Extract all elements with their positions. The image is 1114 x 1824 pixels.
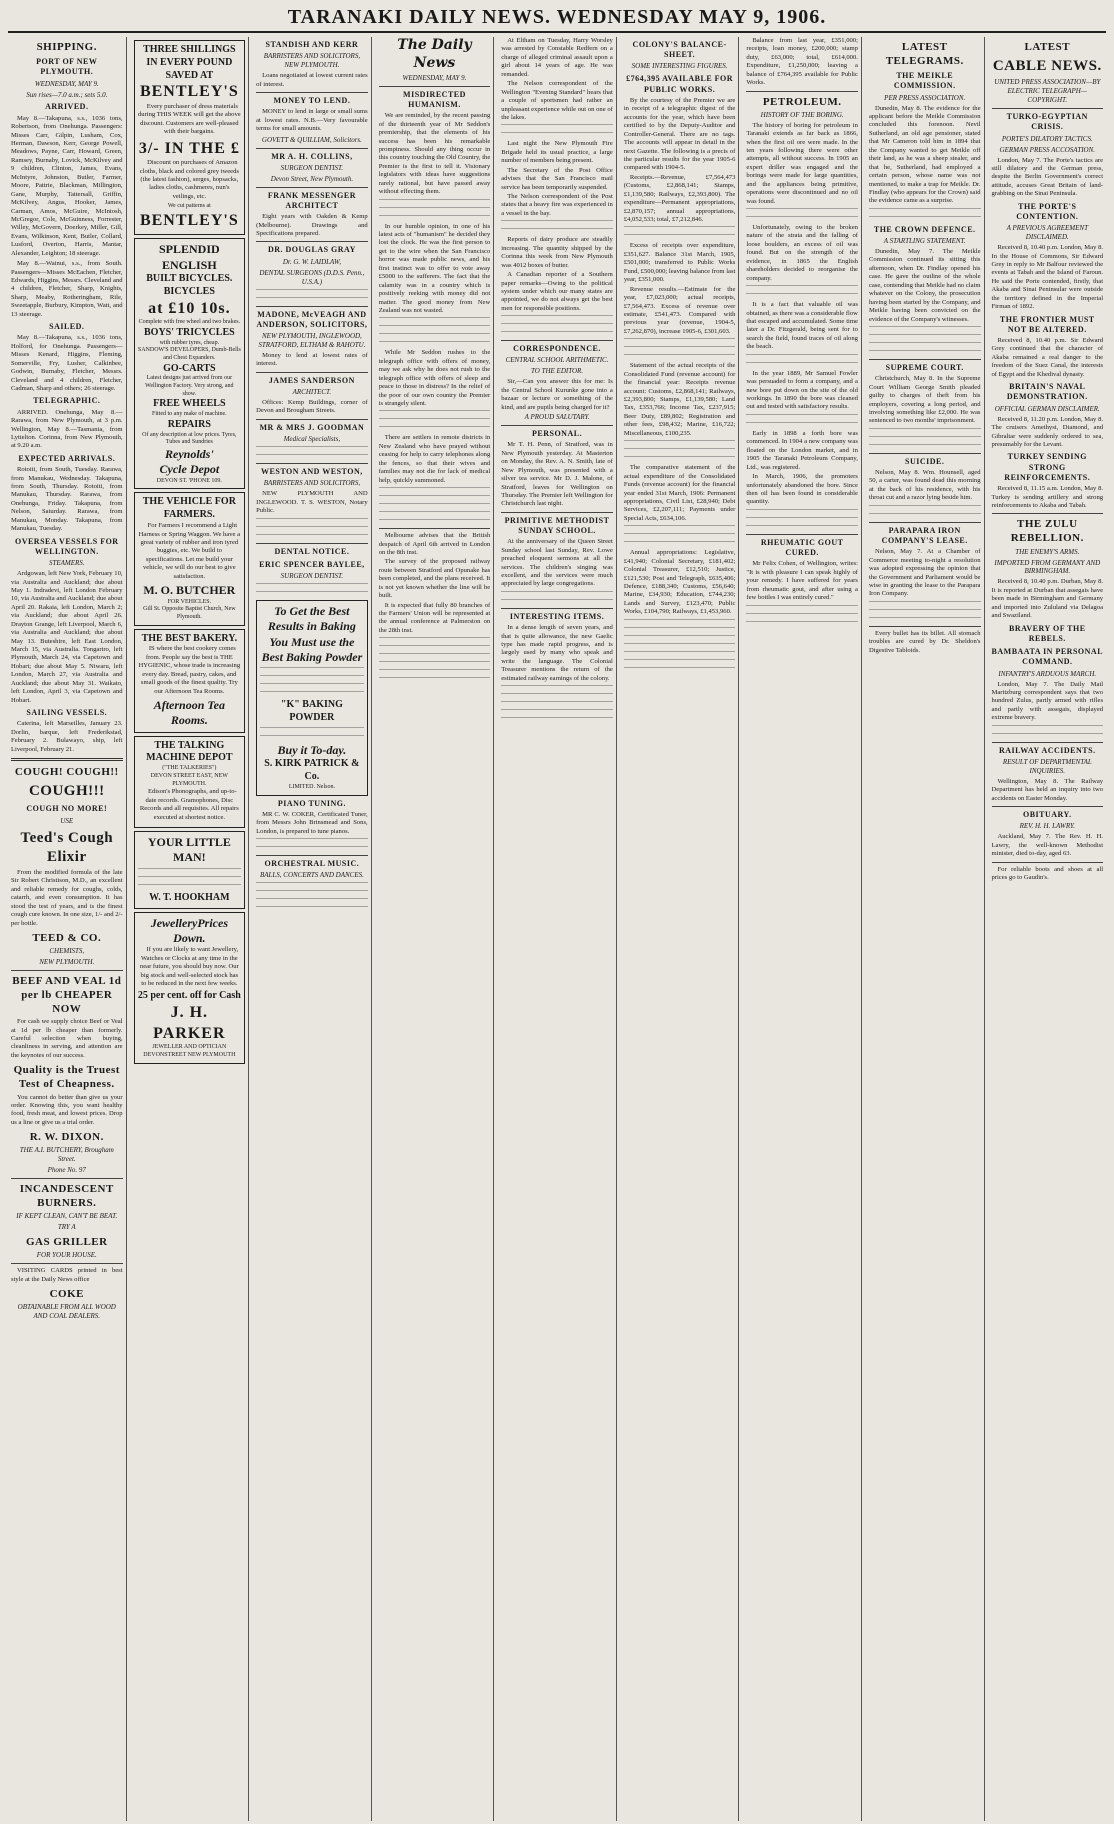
bentley-ad [134,40,246,235]
bentley-title: BENTLEY'S [139,83,239,101]
column-telegrams [866,37,985,1821]
balance-heading: COLONY'S BALANCE-SHEET. [632,40,727,60]
baking-ad [256,600,368,796]
collins-sub: SURGEON DENTIST. [280,163,344,172]
gray-sub: DENTAL SURGEONS (D.D.S. Penn., U.S.A.) [259,268,365,286]
sailed-text: May 8.—Takapuna, s.s., 1036 tons, Holford, for Onehunga. Passengers—Misses Kenard, Higgins, Fleming, Somerville, Fry, Lusher, Calkinbee, Godwin, Burnaby, Fletcher, Messrs. Cleveland and 4 children, Fletcher, Cadman, Sharp and others; 26 steerage. [11,334,123,393]
butcher-sub: FOR VEHICLES. [167,598,212,605]
quality-heading: Quality is the Truest Test of Cheapness. [13,1064,120,1091]
rheumatic-heading: RHEUMATIC GOUT CURED. [760,537,844,558]
tricycles-label: BOYS' TRICYCLES [144,326,235,338]
to-get-best: To Get the Best Results in Baking You Must use the Best Baking Powder [261,603,363,665]
column-balance-sheet [621,37,740,1821]
balance-sub2: £764,395 AVAILABLE FOR PUBLIC WORKS. [626,74,734,94]
news-p5: Melbourne advises that the British despatch of April 6th arrived in London on the 8th inst. [378,532,491,556]
railway-body: Wellington, May 8. The Railway Department has held an inquiry into two accidents on Easter Monday. [991,777,1104,802]
editorial-p2: In our humble opinion, in one of his latest acts of "humanism" he decided they lost the clock. He was the first person to get to the wire when the San Francisco horror was made public news, and his first instinct was to offer to vote away £5000 to the sufferers. The fact that the calamity was in a country which is positively reeking with money did not matter. The good money from New Zealand was not wasted. [378,222,491,314]
tricycles-body: with rubber tyres, cheap. [159,339,220,346]
balance-sub: SOME INTERESTING FIGURES. [631,62,728,71]
balance-cont: Balance from last year, £351,000; receipts, loan money, £200,000; stamp duty, £63,000; total, £614,000. Expenditure, £1,250,000; leaving a balance of £764,395 available for Public Works. [746,37,858,87]
madone-addr: NEW PLYMOUTH, INGLEWOOD, STRATFORD, ELTHAM & RAHOTU. [258,332,366,349]
primitive-body: At the anniversary of the Queen Street Sunday school last Sunday, Rev. Lowe preached eloquent sermons at all the services. The children's singing was excellent, and the services were much appreciated by large congregations. [501,538,613,588]
your-little-man: YOUR LITTLE MAN! [147,835,231,865]
steamers-subheading: STEAMERS. [48,559,85,568]
built-bicycles: BUILT BICYCLES. [146,273,233,285]
local-p1: At Eltham on Tuesday, Harry Worsley was arrested by Constable Redfern on a charge of alleged criminal assault upon a girl about 14 years of age. He was remanded. [501,37,613,78]
k-baking-powder: "K" BAKING POWDER [280,699,343,724]
correspondence-heading: CORRESPONDENCE. [513,344,601,354]
percent-off: 25 per cent. off for Cash [137,990,241,1002]
petroleum-p3: Unfortunately, owing to the broken nature of the strata and the falling of loose boulders, an excess of oil was found. But on the strength of the evidence, in 1865 the English shareholders decided to reorganise the company. [746,224,858,282]
parapara-body: Nelson, May 7. At a Chamber of Commerce meeting to-night a resolution was adopted expressing the opinion that the Government and Parliament would be wise in granting the lease to the Parapara Iron Company. [868,548,981,598]
talking-body: Edison's Phonographs, and up-to-date records. Gramophones, Disc Records and all requisites. All repairs executed at shortest notice. [139,788,239,821]
telegraphic-heading: TELEGRAPHIC. [33,396,101,406]
butcher-name: M. O. BUTCHER [143,583,236,598]
vehicle-ad [134,492,246,625]
standish-sub: BARRISTERS AND SOLICITORS, NEW PLYMOUTH. [263,52,361,70]
bicycle-price: at £10 10s. [148,299,231,317]
parker-sub: JEWELLER AND OPTICIAN [152,1044,227,1051]
parapara-heading: PARAPARA IRON COMPANY'S LEASE. [881,525,968,546]
money-2: Money to lend at lowest rates of interest. [256,351,368,368]
dental-notice: DENTAL NOTICE. [274,546,350,556]
teed-town: NEW PLYMOUTH. [39,957,95,966]
cable-sub: UNITED PRESS ASSOCIATION—BY ELECTRIC TELEGRAPH—COPYRIGHT. [994,78,1101,105]
coker-text: MR C. W. COKER, Certificated Tuner, from Messrs John Brinsmead and Sons, London, is prepared to tune pianos. [256,810,368,835]
discount-body: Discount on purchases of Amazon cloths, black and colored grey tweeds (the latest fashion), serges, hopsacks, ladies cloths, cashmeres, nun's veilings, etc. [139,159,239,200]
prev-body: Received 8, 10.40 p.m. London, May 8. In the House of Commons, Sir Edward Grey in reply to Mr Balfour reviewed the events at Tabah and the Island of Faroun. He said the Porte contended, firstly, that Akaba and Sinai Peninsular were outside the territory defined in the Imperial Firman of 1892. [991,244,1104,311]
money-heading: MONEY TO LEND. [273,96,351,106]
collins-name: MR A. H. COLLINS, [271,151,353,161]
meikle-heading: THE MEIKLE COMMISSION. [893,71,956,91]
obituary-sub: REV. H. H. LAWRY. [1019,822,1075,831]
sanderson-addr: Offices: Kemp Buildings, corner of Devon and Brougham Streets. [256,398,368,415]
hookham-name: W. T. HOOKHAM [149,891,230,903]
hookham-ad [134,831,246,909]
primitive-heading: PRIMITIVE METHODIST SUNDAY SCHOOL. [504,515,610,536]
farmers-heading: THE VEHICLE FOR FARMERS. [142,496,236,521]
try-a: TRY A [57,1223,76,1232]
talking-addr: DEVON STREET EAST, NEW PLYMOUTH. [150,772,228,787]
frontier-heading: THE FRONTIER MUST NOT BE ALTERED. [999,314,1095,334]
correspondence-sub: CENTRAL SCHOOL ARITHMETIC. [505,356,609,365]
balance-p3: Excess of receipts over expenditure, £351,627. Balance 31st March, 1905, £501,000; transferred to Public Works Fund, £500,000; leaving balance from last year, £351,000. [623,242,736,284]
misdirected-heading: MISDIRECTED HUMANISM. [403,89,466,109]
column-petroleum [743,37,862,1821]
discount-heading: 3/- IN THE £ [138,139,240,157]
sanderson-name: JAMES SANDERSON [268,375,355,385]
turko-heading: TURKO-EGYPTIAN CRISIS. [1006,112,1088,132]
personal-body: Mr T. H. Penn, of Stratford, was in New Plymouth yesterday. At Masterton on Monday, the Rev. A. N. Smith, late of New Plymouth, was presented with a silver tea service. Mr D. J. Malone, of Stratford, leaves for Wellington on Thursday. The Premier left Wellington for Christchurch last night. [501,441,613,508]
money-body: MONEY to lend in large or small sums at lowest rates. N.B.—Very favourable terms for small amounts. [256,108,368,133]
kirk-name: S. KIRK PATRICK & Co. [264,758,360,783]
cough-heading-2: COUGH!!! [28,783,105,800]
suicide-body: Nelson, May 8. Wm. Hounsell, aged 50, a carter, was found dead this morning at the back of his residence, with his throat cut and a razor lying beside him. [868,469,981,502]
crown-body: Dunedin, May 7. The Meikle Commission continued its sitting this afternoon, when Dr. Findlay opened his case. He gave the outline of the whole case, contending that Meikle had no claim whatever on the Colony, the prosecution having been started by the Company, and Meikle having been convicted on the evidence of the Company's witnesses. [868,248,981,323]
tearooms: Afternoon Tea Rooms. [153,697,225,728]
incandescent-heading: INCANDESCENT BURNERS. [19,1183,114,1210]
correspondence-body: Sir,—Can you answer this for me: Is the Central School Kurunke gone into a bazaar or lecture or something of the kind, and are pupils being charged for it? [501,378,613,411]
petroleum-heading: PETROLEUM. [762,95,842,108]
bravery-heading: BRAVERY OF THE REBELS. [1009,623,1086,643]
freewheels-body: Fitted to any make of machine. [152,411,227,418]
talking-sub: ("THE TALKERIES") [162,765,217,772]
obituary-heading: OBITUARY. [1022,810,1072,820]
column-cable-news [989,37,1107,1821]
sailing-vessels-heading: SAILING VESSELS. [26,708,108,718]
local-p2: The Nelson correspondent of the Wellington "Evening Standard" hears that a couple of sportsmen had rather an unpleasant experience while out on one of the lakes. [501,80,613,121]
madone-name: MADONE, McVEAGH AND ANDERSON, SOLICITORS, [256,309,368,329]
goodman-sub: Medical Specialists, [283,435,341,444]
column-ads-bentley [131,37,250,1821]
parker-name: J. H. PARKER [153,1004,226,1042]
bakery-heading: THE BEST BAKERY. [141,632,238,644]
column-shipping [8,37,127,1821]
buy-it-today: Buy it To-day. [277,742,347,757]
kirk-sub: LIMITED. Nelson. [288,783,335,790]
piano-heading: PIANO TUNING. [277,798,346,808]
personal-heading: PERSONAL. [532,429,583,439]
previous-agreement: A PREVIOUS AGREEMENT DISCLAIMED. [1006,224,1088,242]
sandow-text: SANDOW'S DEVELOPERS, Dumb-Bells and Chest Expanders. [137,347,241,361]
cough-heading-3: COUGH NO MORE! [26,804,108,814]
interesting-heading: INTERESTING ITEMS. [509,611,605,621]
local-p7: A Canadian reporter of a Southern paper remarks—Owing to the political system under which our many states are appointed, we do not always get the best men for responsible positions. [501,271,613,312]
arrived-heading: ARRIVED. [45,102,89,112]
porte-heading: PORTE'S DILATORY TACTICS. [1001,134,1093,143]
crown-heading: THE CROWN DEFENCE. [873,224,976,234]
gocarts-body: Latest designs just arrived from our Wellington Factory. Very strong, and show. [145,375,234,397]
quality-body: You cannot do better than give us your order. Knowing this, you want healthy food, fresh meat, and lowest prices. Drop us a line or give us a trial order. [11,1093,123,1126]
must-body: Received 8, 10.40 p.m. Sir Edward Grey continued that the character of Akaba remained a real danger to the freedom of the Suez Canal, the interests of Egypt and the Khedival dynasty. [991,337,1104,378]
denial-heading: OFFICIAL GERMAN DISCLAIMER. [994,404,1100,413]
teed-co: TEED & CO. [32,931,102,944]
zulu-body: Received 8, 10.40 p.m. Durban, May 8. It is reported at Durban that assegais have been made in Birmingham and Germany and imported into Zululand via Delagoa and Swaziland. [991,578,1104,620]
petroleum-sub: HISTORY OF THE BORING. [760,110,844,119]
column-editorial [376,37,495,1821]
balance-p2: Receipts.—Revenue, £7,564,473 (Customs, £2,868,141; Stamps, £1,139,580; Railways, £2,393,800). The expenditure—Permanent appropriations, £2,870,157; annual appropriations, £4,052,533; total, £7,212,846. [623,173,736,224]
talking-machine-ad [134,736,246,828]
bakery-body: IS where the best cookery comes from. People say the best is THE HYGIENIC, whose trade is increasing every day. Bread, pastry, cakes, and small goods of the finest quality. Try our Afternoon Tea Rooms. [138,645,241,695]
arrived-text: May 8.—Takapuna, s.s., 1036 tons, Robertson, from Onehunga. Passengers: Misses Carr, Gilpin, Lusham, Cox, Herman, Dawson, Kerr, George Powell, Meadows, Payne, Carr, Howard, Green, Ramsey, Burnaby, Lovick, McKilvey and 9 children, Clinton, James, Evans, McIntyre, Johnston, Butler, Farmer, Moore, Pattrie, Blackman, Millington, Gane, Murphy, Tattersall, Griffin, McKilvey, Angus, Hooker, James, Carman, Amos, McGuire, McIntosh, McGregor, Cole, McGuinness, Forrester, Willey, McGovern, Doerkey, Miller, Gill, Evans, Wilkinson, Kent, Butler, Collard, Lusford, Overton, Harris, Mantar, Alexander, Leighton; 18 steerage. [11,114,123,257]
interesting-body: In a dense length of seven years, and that is quite allowance, the new Gaelic type has made rapid progress, and is largely used by many who speak and write the language. The Colonial Treasurer mentions the return of the estimated railway earnings of the colony. [501,624,613,682]
teed-description: From the modified formula of the late Sir Robert Christison, M.D., an excellent and reliable remedy for coughs, colds, catarrh, and even consumption. It has stood the test of years, and is the finest cough cure known. In one size, 1/- and 2/- per bottle. [11,868,123,927]
balance-p1: By the courtesy of the Premier we are in receipt of a telegraphic digest of the accounts for the year, which have been certified to by the Deputy-Auditor and Controller-General. There are no tags. The accounts will appear in detail in the next Gazette. The following is a precis of the particular results for the year 1905-6 compared with 1904-5. [623,96,736,172]
balance-p6: The comparative statement of the actual expenditure of the Consolidated Funds (revenue account) for the financial year ended 31st March, 1906: Permanent appropriations, Civil List, £28,940; Debt Services, £2,207,111; Payments under Special Acts, £634,106. [623,464,736,522]
suicide-heading: SUICIDE. [905,456,945,466]
gas-griller: GAS GRILLER [25,1236,108,1249]
zulu-sub: THE ENEMY'S ARMS. [1015,547,1080,556]
dixon-sub: THE A.I. BUTCHERY, Brougham Street. [19,1146,114,1164]
balance-p4: Revenue results.—Estimate for the year, £7,023,000; actual receipts, £7,564,473. Excess of revenue over estimate, £541,473. Compared with previous year (revenue, 1904-5, £7,262,870), increase 1905-6, £301,603. [623,285,736,335]
goodman-name: MR & MRS J. GOODMAN [259,422,365,432]
beef-heading: BEEF AND VEAL 1d per lb CHEAPER NOW [12,974,122,1016]
turkey-body: Received 8, 11.15 a.m. London, May 8. Turkey is sending artillery and strong reinforcements to Akaba and Tabah. [991,485,1104,509]
collins-addr: Devon Street, New Plymouth. [270,174,354,183]
bakery-ad [134,629,246,733]
masthead: TARANAKI DAILY NEWS. WEDNESDAY MAY 9, 1906. [8,6,1106,33]
daily-news-logo: The Daily News [397,37,472,71]
coke-heading: COKE [49,1288,84,1301]
beef-body: For cash we supply choice Beef or Veal at 1d per lb cheaper than formerly. Careful selection when buying, cleanliness in serving, and attention are the keynotes of our success. [11,1018,123,1059]
cough-use: USE [60,816,74,825]
cycle-depot: Cycle Depot [159,462,220,477]
dixon-name: R. W. DIXON. [29,1131,104,1144]
splendid-english: SPLENDID ENGLISH [159,242,220,272]
farmers-body: For Farmers I recommend a Light Harness or Spring Waggon. We have a great variety of rubber and iron tyred buggies, etc. We build to specifications. Let me build your vehicle, we will do our best to give satisfaction. [138,522,241,580]
butcher-addr: Gill St. Opposite Baptist Church, New Plymouth. [143,606,236,620]
railway-heading: RAILWAY ACCIDENTS. [998,745,1096,755]
petroleum-p6: Early in 1898 a forth bore was commenced. In 1904 a new company was floated on the London market, and in 1905 the Taranaki Petroleum Company, Ltd., was registered. [746,429,858,471]
local-p4: The Secretary of the Post Office advises that the San Francisco mail service has been temporarily suspended. [501,166,613,191]
cough-heading: COUGH! COUGH!! [14,766,119,779]
loans-text: Loans negotiated at lowest current rates of interest. [256,72,368,88]
port-heading: PORT OF NEW PLYMOUTH. [36,57,98,77]
jewellery-heading: JewelleryPrices Down. [150,915,228,945]
editorial-date: WEDNESDAY, MAY 9. [402,73,467,82]
weston-addr: NEW PLYMOUTH AND INGLEWOOD. T. S. WESTON, Notary Public. [256,490,368,515]
repairs-body: Of any description at low prices. Tyres, Tubes and Sundries [142,431,237,446]
naval-heading: BRITAIN'S NAVAL DEMONSTRATION. [1006,382,1088,402]
gocarts-label: GO-CARTS [163,362,216,374]
parker-addr: DEVONSTREET NEW PLYMOUTH [143,1051,236,1058]
bambaata-heading: BAMBAATA IN PERSONAL COMMAND. [991,647,1104,667]
turkey-heading: TURKEY SENDING STRONG REINFORCEMENTS. [1004,452,1091,482]
petroleum-p2: The history of boring for petroleum in Taranaki extends as far back as 1866, when the first oil ore were made. In the ten years following there were other attempts, all without success. In 1905 an expert driller was engaged and the borings were made for large quantities, and the appliances being primitive, operations were discontinued and no oil was found. [746,121,858,205]
latest-telegrams: LATEST TELEGRAMS. [885,41,964,68]
col9-footad: For reliable boots and shoes at all prices go to Gaudin's. [991,865,1104,882]
reynolds-name: Reynolds' [165,447,214,462]
petroleum-p4: It is a fact that valuable oil was obtained, as there was a considerable flow that escaped and accumulated. Some time later a Dr. Fitzgerald, being sent for to search the field, found traces of oil along the beach. [746,301,858,351]
baylee-sub: SURGEON DENTIST. [280,572,344,580]
bicycle-complete: Complete with free wheel and two brakes. [138,319,241,326]
repairs-label: REPAIRS [167,418,211,430]
infantry-heading: INFANTRY'S ARDUOUS MARCH. [998,669,1097,678]
sailed-heading: SAILED. [49,322,85,332]
editorial-p1: We are reminded, by the recent passing of the thirteenth year of Mr Seddon's premiership, that the elements of his success has been his remarkable promptness. Should any thing occur in this country touching the Old Country, the Premier is the first to tell it. Visionary legislators with ideas have suggestions rarely rational, but have passed away without effecting them. [378,112,491,196]
cable-news-heading: CABLE NEWS. [992,58,1102,75]
latest-heading: LATEST [1024,41,1071,53]
incandescent-body: IF KEPT CLEAN, CAN'T BE BEAT. [16,1212,118,1221]
teed-chemists: CHEMISTS, [49,947,85,956]
railway-sub: RESULT OF DEPARTMENTAL INQUIRIES. [1002,757,1092,775]
sun-times: Sun rises—7.0 a.m.; sets 5.0. [26,90,108,99]
news-p6: The survey of the proposed railway route between Stratford and Opunake has been completed, and the plans received. It is not yet known whether the line will be built. [378,558,491,600]
teed-elixir-title: Teed's Cough Elixir [20,829,114,865]
messenger-body: Eight years with Oakden & Kemp (Melbourne). Drawings and Specifications prepared. [256,213,368,237]
standish-heading: STANDISH AND KERR [265,40,359,49]
laidlaw-name: Dr. G. W. LAIDLAW, [282,257,341,266]
editorial-p4: There are settlers in remote districts in New Zealand who have prayed without ceasing for help to carry telephones along the fences, so that their wives and families may not die for lack of medical help, quickly summoned. [378,434,491,484]
govett-sig: GOVETT & QUILLIAM, Solicitors. [261,135,362,144]
arrived-text-2: May 8.—Wainui, s.s., from South. Passengers—Misses McEachen, Fletcher, Edwards, Higgins, Messrs. Cleveland and 4 children, Fletcher, Sharp, Knights, Sharp, Meaby, Rotheringham, Rile, Sweetapple, Burbury, Kimpton, Watt, and 13 steerage. [11,260,123,318]
balance-p7: Annual appropriations: Legislative, £41,940; Colonial Secretary, £181,402; Colonial Treasurer, £12,510; Justice, £121,530; Post and Telegraph, £635,406; Defence, £188,340; Customs, £56,640; Marine, £34,930; Education, £744,230; Lands and Survey, £123,470; Public Works, £104,790; Railways, £1,453,960. [623,549,736,616]
overseas-text: Ardgowan, left New York, February 10, via Australia and Auckland; due about May 1. Indradevi, left London February 10, via Australia and Auckland; due about April 20. Rakaia, left London, March 2; via Auckland; due about April 26. Drayton Grange, left Liverpool, March 6, via Australia and Auckland; due about May 13. Buteshire, left East London, March 15, via Australia. Tongariro, left Plymouth, March 24, via Capetown and Hobart; due about May 5. Niwaru, left London, March 27, via Australia and Auckland; due about May 31. Waikato, left London, April 3, via Capetown and Hobart. [11,570,123,704]
column-local-news [498,37,617,1821]
shipping-heading: SHIPPING. [36,41,97,53]
meikle-body: Dunedin, May 8. The evidence for the applicant before the Meikle Commission concluded this forenoon. Nevil Sutherland, an old age pensioner, stated that Mr Cameron told him in 1894 that the Company wanted to get Meikle off their land, as he was a sheep stealer, and that he, Sutherland, had employed a certain person, whose name was not mentioned, to make a trap for Meikle. Dr. Findlay (who appears for the Crown) said the evidence came as a surprise. [868,104,981,205]
petroleum-p5: In the year 1889, Mr Samuel Fowler was persuaded to form a company, and a new bore put down on the site of the old workings. In 1890 the bore was cleaned out and tested with satisfactory results. [746,369,858,411]
turko-body: London, May 7. The Porte's tactics are still dilatory and the German press, despite the Berlin Government's correct attitude, accuses Great Britain of land-grabbing on the Sinai Peninsula. [991,156,1104,198]
baylee-name: ERIC SPENCER BAYLEE, [259,559,365,569]
petroleum-p7: In March, 1906, the promoters unfortunately abandoned the bore. Since then oil has been found in considerable quantity. [746,473,858,506]
telegraphic-text: ARRIVED. Onehunga, May 8.—Rarawa, from New Plymouth, at 3 p.m. Wellington, May 8.—Tasmania, from Lyttelton. Corinna, from New Plymouth, at 9.20 a.m. [11,408,123,450]
orch-sub: BALLS, CONCERTS AND DANCES. [259,871,364,880]
bentley-body: Every purchaser of dress materials during THIS WEEK will get the above discount. Customers are well-pleased with their bargains. [138,102,241,136]
shipping-date: WEDNESDAY, MAY 9. [34,79,99,88]
obituary-body: Auckland, May 7. The Rev. H. H. Lawry, the well-known Methodist minister, died to-day, aged 63. [991,833,1104,858]
freewheels-label: FREE WHEELS [153,398,226,410]
devon-phone: DEVON ST. 'PHONE 109. [156,477,222,484]
crown-sub: A STARTLING STATEMENT. [883,237,966,246]
bentley-title-2: BENTLEY'S [139,211,239,229]
three-shillings: THREE SHILLINGS IN EVERY POUND SAVED AT [143,44,236,81]
local-p5: The Nelson correspondent of the Post states that a heavy fire was experienced in a vessel in the bay. [501,193,613,217]
zulu-sub2: IMPORTED FROM GERMANY AND BIRMINGHAM. [994,558,1101,576]
col8-footad: Every bullet has its billet. All stomach troubles are cured by Dr. Sheldon's Digestive Tabloids. [868,629,981,654]
dixon-phone: Phone No. 97 [47,1166,86,1175]
news-p7: It is expected that fully 80 branches of the Farmers' Union will be represented at the annual conference at Palmerston on the 28th inst. [378,601,491,634]
for-house: FOR YOUR HOUSE. [36,1251,97,1260]
orch-heading: ORCHESTRAL MUSIC. [264,859,360,869]
column-professional [253,37,372,1821]
supreme-heading: SUPREME COURT. [885,362,964,372]
denial-body: Received 8, 11.20 p.m. London, May 8. The cruisers Amethyst, Diamond, and Gibraltar were suddenly ordered to sea, presumably for the Levant. [991,415,1104,448]
columns [8,37,1106,1821]
messenger-name: FRANK MESSENGER ARCHITECT [267,190,356,210]
porte-contention: THE PORTE'S CONTENTION. [1016,201,1079,221]
expected-heading: EXPECTED ARRIVALS. [18,453,116,463]
local-p3: Last night the New Plymouth Fire Brigade held its usual practice, a large number of members being present. [501,140,613,165]
jewellery-body: If you are likely to want Jewellery, Watches or Clocks at any time in the near future, you should buy now. Our big stock and well-selected stock has to be reduced in the next few weeks. [139,946,239,987]
expected-text: Rotoiti, from South, Tuesday. Rarawa, from Manukau, Wednesday. Takapuna, from South, Thursday. Rotoiti, from Manukau, Thursday. Rarawa, from Onehunga, Friday. Takapuna, from Nelson, Saturday. Rarawa, from Manukau, Monday. Takapuna, from Manukau, Tuesday. [11,466,123,533]
press-assoc: PER PRESS ASSOCIATION. [884,93,966,102]
sailing-text: Caterina, left Marseilles, January 23. Dorlin, barque, left Frederikstad, February 2. Bulawayo, ship, left Liverpool, February 21. [11,720,123,753]
visiting-cards: VISITING CARDS printed in best style at the Daily News office [11,1267,123,1283]
correspondence-sig: A PROUD SALUTARY. [524,413,590,422]
coke-body: OBTAINABLE FROM ALL WOOD AND COAL DEALERS. [17,1303,116,1321]
editorial-p3: While Mr Seddon rushes to the telegraph office with offers of money, may we ask why he does not rush to the telegraph office with offers of sleep and peace to those in distress? In the relief of the poor of our own country the Premier is strangely silent. [378,349,491,408]
agents-text: We cut patterns at [167,203,211,210]
sanderson-sub: ARCHITECT. [292,388,332,397]
jewellery-ad [134,912,246,1064]
bicycles-label: BICYCLES [163,285,215,297]
supreme-body: Christchurch, May 8. In the Supreme Court William George Smith pleaded guilty to charges of theft from his employers, covering a long period, and involving something like £2,000. He was sentenced to two months' imprisonment. [868,375,981,425]
gray-name: DR. DOUGLAS GRAY [267,245,356,255]
infantry-body: London, May 7. The Daily Mail Maritzburg correspondent says that two hundred Zulus, partly armed with rifles and partly with assegais, displayed extreme bravery. [991,680,1104,722]
local-p6: Reports of dairy produce are steadily increasing. The quantity shipped by the Corinna this week from New Plymouth was 4012 boxes of butter. [501,236,613,269]
overseas-heading: OVERSEA VESSELS FOR WELLINGTON. [14,536,119,556]
bicycle-ad [134,238,246,489]
balance-p5: Statement of the actual receipts of the Consolidated Fund (revenue account) for the financial year: Receipts revenue account: Customs, £2,868,141; Railways, £2,393,800; Stamps, £1,139,580; Land Tax, £353,766; Income Tax, £237,915; Beer Duty, £89,802; Registration and other fees, £98,432; Marine, £16,722; Miscellaneous, £100,235. [623,362,736,437]
zulu-heading: THE ZULU REBELLION. [1010,518,1084,545]
correspondence-to: TO THE EDITOR. [531,367,584,376]
german-heading: GERMAN PRESS ACCOSATION. [999,145,1096,154]
rheumatic-body: Mr Felix Cohen, of Wellington, writes: "It is with pleasure I can speak highly of your remedy. I have suffered for years from rheumatic gout, and after using a few bottles I was entirely cured." [746,560,858,602]
weston-name: WESTON AND WESTON, [261,467,363,477]
weston-sub: BARRISTERS AND SOLICITORS, [263,479,361,488]
talking-heading: THE TALKING MACHINE DEPOT [146,739,233,764]
